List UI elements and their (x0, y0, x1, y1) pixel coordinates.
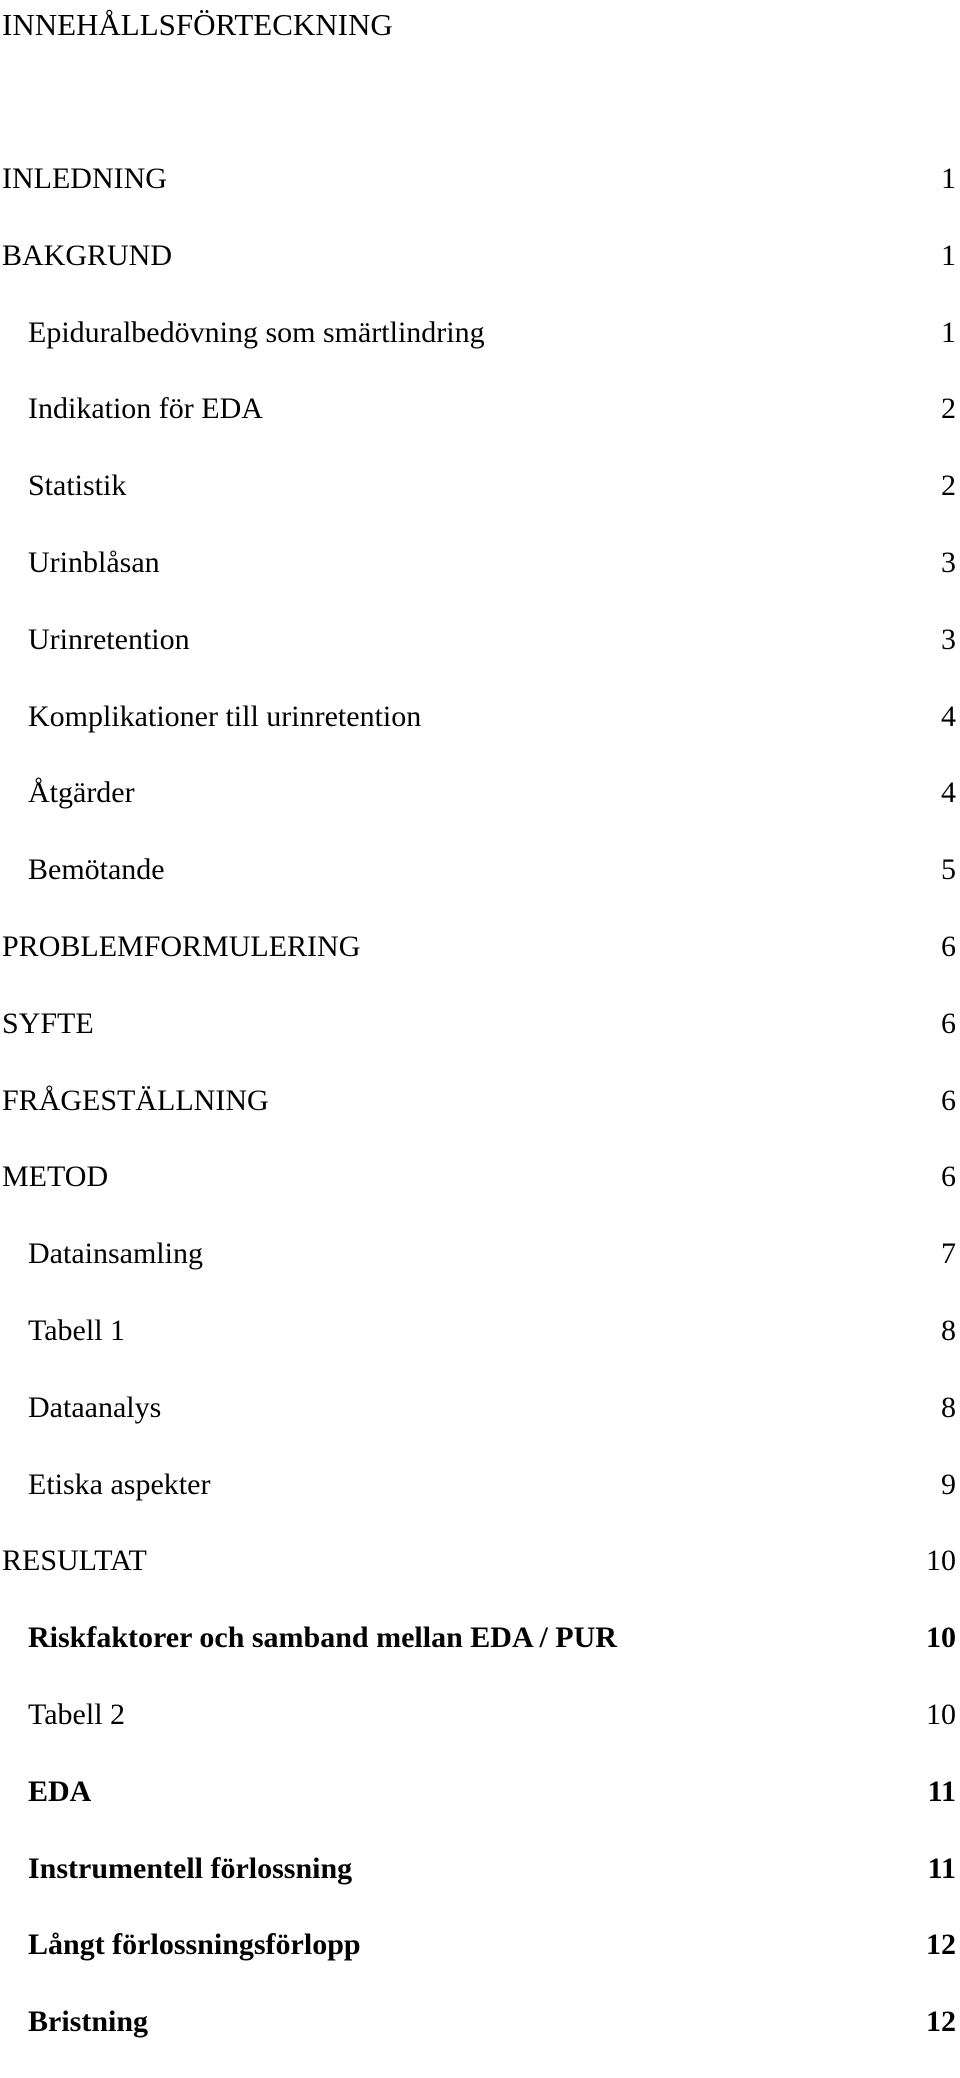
toc-entry-label: PROBLEMFORMULERING (2, 929, 361, 963)
toc-entry (0, 1233, 960, 1310)
toc-entry (0, 465, 960, 542)
toc-entry-page-number: 8 (941, 1313, 956, 1347)
page-title: INNEHÅLLSFÖRTECKNING (2, 7, 393, 42)
toc-entry (0, 312, 960, 389)
toc-entry-page-number: 9 (941, 1467, 956, 1501)
toc-entry (0, 542, 960, 619)
toc-entry-label: Bristning (28, 2005, 149, 2039)
toc-entry-page-number: 1 (941, 315, 956, 349)
toc-entry (0, 1464, 960, 1541)
toc-entry-page-number: 6 (941, 929, 956, 963)
toc-entry (0, 1924, 960, 2001)
toc-entry-label: Riskfaktorer och samband mellan EDA / PUR (28, 1621, 617, 1655)
toc-entry-label: Etiska aspekter (28, 1467, 211, 1501)
toc-entry (0, 1387, 960, 1464)
toc-entry-page-number: 10 (926, 1544, 956, 1578)
toc-entry (0, 2001, 960, 2078)
toc-entry-page-number: 2 (941, 392, 956, 426)
toc-entry-label: EDA (28, 1774, 92, 1808)
toc-entry (0, 1848, 960, 1925)
toc-entry-page-number: 11 (927, 1774, 956, 1808)
toc-entry-page-number: 10 (926, 1621, 956, 1655)
toc-entry-page-number: 4 (941, 776, 956, 810)
toc-entry-label: Tabell 1 (28, 1313, 126, 1347)
toc-entry-page-number: 6 (941, 1006, 956, 1040)
toc-entry-label: Åtgärder (28, 776, 135, 810)
toc-entry-page-number: 8 (941, 1390, 956, 1424)
toc-entry-label: Instrumentell förlossning (28, 1851, 353, 1885)
toc-entry-page-number: 1 (941, 238, 956, 272)
toc-entry-label: Urinblåsan (28, 545, 160, 579)
toc-entry-label: SYFTE (2, 1006, 94, 1040)
toc-entry-label: Bemötande (28, 853, 165, 887)
toc-list (0, 158, 960, 2078)
toc-entry-page-number: 12 (926, 1928, 956, 1962)
toc-entry-page-number: 1 (941, 162, 956, 195)
toc-entry-label: Urinretention (28, 622, 190, 656)
toc-entry-page-number: 12 (926, 2005, 956, 2039)
toc-entry (0, 1540, 960, 1617)
toc-entry-label: Långt förlossningsförlopp (28, 1928, 361, 1962)
toc-entry-label: Statistik (28, 469, 127, 503)
toc-entry (0, 158, 960, 235)
toc-entry-label: Epiduralbedövning som smärtlindring (28, 315, 485, 349)
toc-entry (0, 772, 960, 849)
toc-entry (0, 1771, 960, 1848)
toc-entry-page-number: 4 (941, 699, 956, 733)
toc-entry (0, 1080, 960, 1157)
toc-entry (0, 388, 960, 465)
toc-entry-label: Komplikationer till urinretention (28, 699, 422, 733)
toc-entry-page-number: 11 (927, 1851, 956, 1885)
toc-entry (0, 619, 960, 696)
toc-entry (0, 696, 960, 773)
toc-entry-page-number: 10 (926, 1697, 956, 1731)
toc-entry-label: Dataanalys (28, 1390, 162, 1424)
toc-entry (0, 1694, 960, 1771)
toc-entry (0, 1156, 960, 1233)
toc-entry-label: INLEDNING (2, 162, 167, 195)
toc-entry-label: METOD (2, 1160, 109, 1194)
toc-entry (0, 235, 960, 312)
toc-entry-label: FRÅGESTÄLLNING (2, 1083, 269, 1117)
toc-entry (0, 1617, 960, 1694)
toc-entry (0, 849, 960, 926)
toc-entry-label: BAKGRUND (2, 238, 173, 272)
toc-entry-page-number: 3 (941, 545, 956, 579)
toc-entry-page-number: 2 (941, 469, 956, 503)
toc-entry-page-number: 3 (941, 622, 956, 656)
toc-entry-page-number: 5 (941, 853, 956, 887)
toc-entry-label: Datainsamling (28, 1237, 203, 1271)
toc-entry-label: Indikation för EDA (28, 392, 263, 426)
toc-entry (0, 926, 960, 1003)
toc-entry-page-number: 6 (941, 1160, 956, 1194)
toc-entry-page-number: 6 (941, 1083, 956, 1117)
toc-entry-label: RESULTAT (2, 1544, 147, 1578)
toc-entry-page-number: 7 (941, 1237, 956, 1271)
toc-entry-label: Tabell 2 (28, 1697, 126, 1731)
toc-entry (0, 1003, 960, 1080)
toc-entry (0, 1310, 960, 1387)
